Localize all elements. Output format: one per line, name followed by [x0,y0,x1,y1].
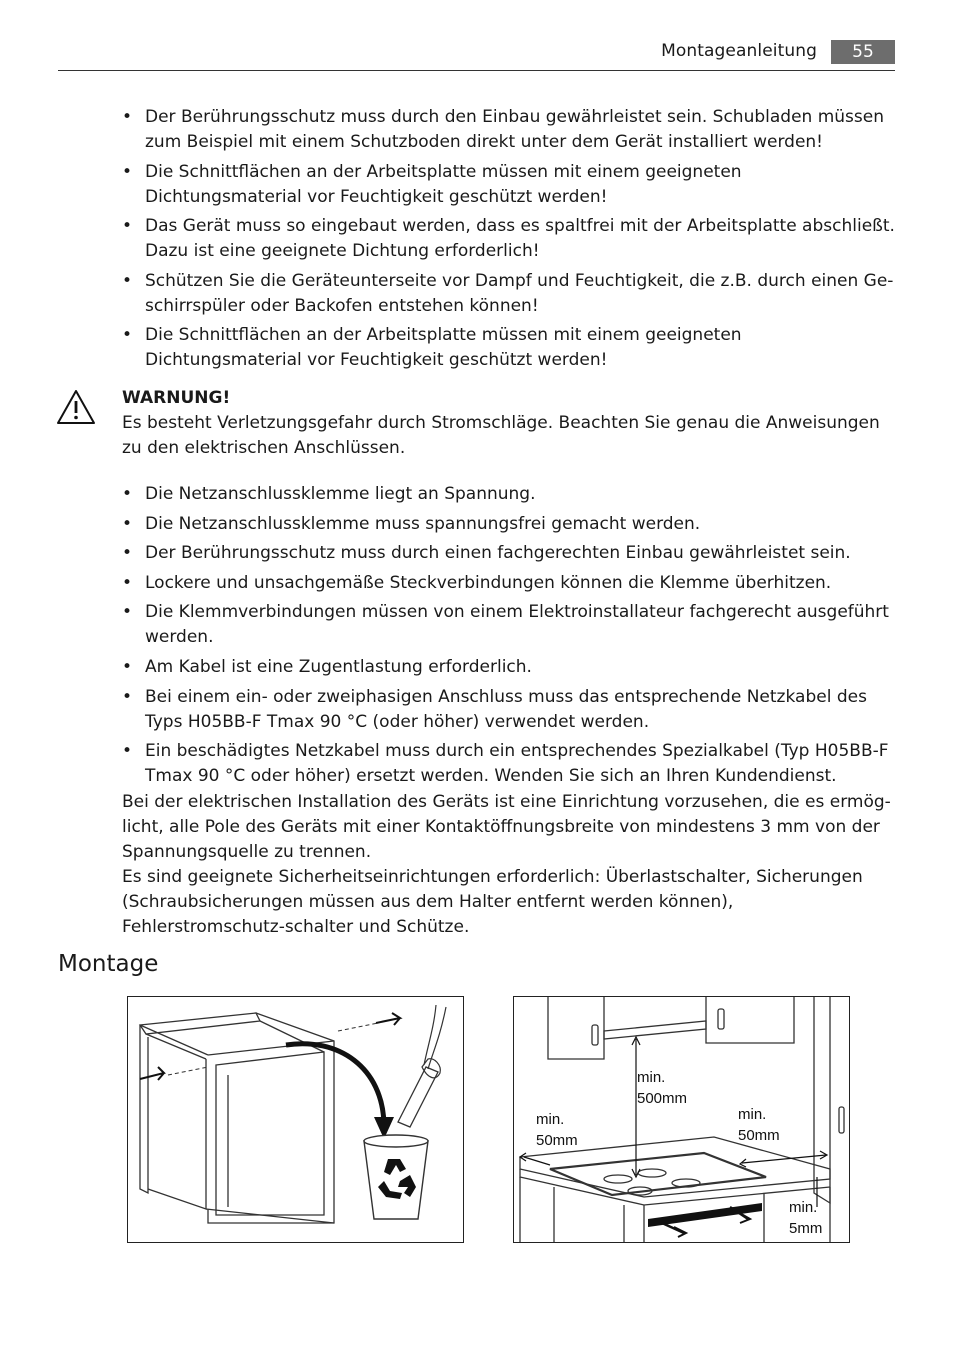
safety-list [118,105,898,378]
page-number: 55 [831,40,895,64]
figure-cabinet [127,996,464,1243]
warning-text: Es besteht Verletzungsgefahr durch Stromschläge. Beachten Sie genau die Anweisungen zu den elektrischen Anschlüssen. [122,413,880,458]
cabinet-illustration [128,997,463,1242]
paragraph-safety-devices: Es sind geeignete Sicherheitseinrichtungen erforderlich: Überlastschalter, Sicherungen (Schraubsicherungen müssen aus dem Halter entfernt werden können), Fehlerstromschutz-schalter und Schütze. [122,867,863,937]
list-item: • Das Gerät muss so eingebaut werden, dass es spaltfrei mit der Arbeitsplatte abschließt. Dazu ist eine geeignete Dichtung erforderlich! [122,216,895,262]
list-item: • Am Kabel ist eine Zugentlastung erforderlich. [122,656,532,677]
dim-top-label: min. 500mm [637,1069,688,1107]
list-item: • Der Berührungsschutz muss durch den Einbau gewährleistet sein. Schubladen müssen zum Beispiel mit einem Schutzboden direkt unter dem Gerät installiert werden! [122,107,884,152]
list-item: • Schützen Sie die Geräteunterseite vor Dampf und Feuchtigkeit, die z.B. durch einen Ge-schirrspüler oder Backofen entstehen können! [122,270,894,316]
list-item: • Bei einem ein- oder zweiphasigen Anschluss muss das entsprechende Netzkabel des Typs H05BB-F Tmax 90 °C (oder höher) verwendet werden. [122,686,867,732]
list-item: • Die Schnittflächen an der Arbeitsplatte müssen mit einem geeigneten Dichtungsmaterial vor Feuchtigkeit geschützt werden! [122,161,742,207]
dim-right-label: min. 50mm [738,1106,780,1144]
list-item: • Die Schnittflächen an der Arbeitsplatte müssen mit einem geeigneten Dichtungsmaterial vor Feuchtigkeit geschützt werden! [122,325,742,371]
recycle-icon [378,1159,416,1199]
list-item: • Die Klemmverbindungen müssen von einem Elektroinstallateur fachgerecht ausgeführt werden. [122,602,889,648]
warning-block [122,386,897,461]
dim-left-label: min. 50mm [536,1111,578,1149]
section-title: Montage [58,951,159,977]
page-header [58,38,895,71]
warning-title: WARNUNG! [122,388,231,408]
list-item: • Ein beschädigtes Netzkabel muss durch ein entsprechendes Spezialkabel (Typ H05BB-F Tmax 90 °C oder höher) ersetzt werden. Wenden Sie sich an Ihren Kundendienst. [122,741,889,787]
figure-distances [513,996,850,1243]
paragraph-installation: Bei der elektrischen Installation des Geräts ist eine Einrichtung vorzusehen, die es ermög-licht, alle Pole des Geräts mit einer Kontaktöffnungsbreite von mindestens 3 mm von der Spannungsquelle zu trennen. [122,792,891,862]
header-title: Montageanleitung [661,41,817,61]
list-item: • Die Netzanschlussklemme muss spannungsfrei gemacht werden. [122,513,701,534]
list-item: • Der Berührungsschutz muss durch einen fachgerechten Einbau gewährleistet sein. [122,543,851,564]
list-item: • Lockere und unsachgemäße Steckverbindungen können die Klemme überhitzen. [122,572,832,593]
warning-icon [56,389,96,425]
list-item: • Die Netzanschlussklemme liegt an Spannung. [122,484,536,504]
dim-bottom-label: min. 5mm [789,1199,823,1237]
electrical-list [118,482,898,794]
